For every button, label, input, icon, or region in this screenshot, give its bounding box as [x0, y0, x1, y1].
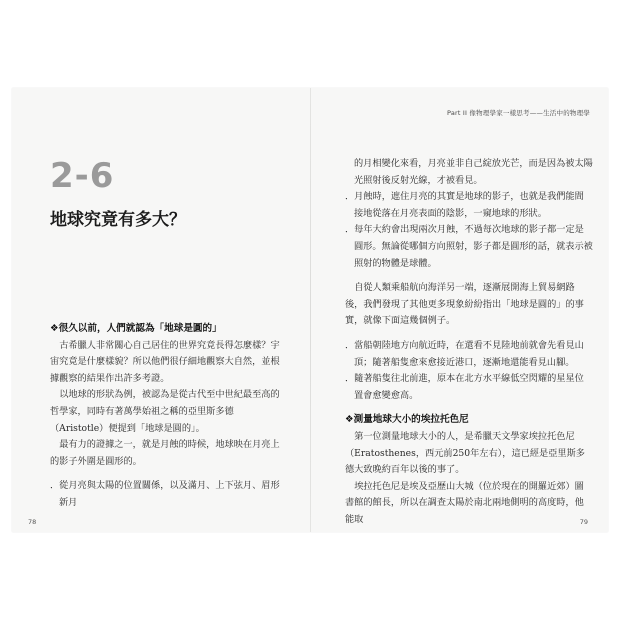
paragraph: 古希臘人非常關心自己居住的世界究竟長得怎麼樣？宇宙究竟是什麼樣貌？所以他們很仔細地觀察大自然，並根據觀察的結果作出許多考證。: [50, 339, 280, 384]
page-gutter: [310, 88, 311, 532]
bullet-item: ．當船朝陸地方向航近時，在還看不見陸地前就會先看見山頂；隨著船隻愈來愈接近港口，逐漸地還能看見山腳。: [345, 339, 584, 368]
bullet-item: ．月蝕時，遮住月亮的其實是地球的影子，也就是我們能間接地從落在月亮表面的陰影，一窺地球的形狀。: [345, 191, 584, 219]
bullet-item: ．隨著船隻往北前進，原本在北方水平線低空閃耀的星星位置會愈變愈高。: [345, 373, 584, 401]
bullet-item: ．從月亮與太陽的位置關係，以及滿月、上下弦月、眉形新月: [50, 480, 280, 508]
page-number-right: 79: [579, 518, 588, 526]
page-number-left: 78: [28, 518, 37, 526]
section-number: 2-6: [50, 156, 115, 196]
paragraph: 以地球的形狀為例，被認為是從古代至中世紀最至高的哲學家，同時有著萬學始祖之稱的亞里斯多德（Aristotle）便提到「地球是圓的」。: [50, 389, 280, 434]
section-subhead: ❖很久以前，人們就認為「地球是圓的」: [50, 323, 222, 334]
paragraph: 第一位測量地球大小的人，是希臘天文學家埃拉托色尼（Eratosthenes，西元前250年左右），這已經是亞里斯多德大致晚約百年以後的事了。: [345, 430, 585, 476]
paragraph: 自從人類乘船航向海洋另一端，逐漸展開海上貿易網路後，我們發現了其他更多現象紛紛指出「地球是圓的」的事實，就像下面這幾個例子。: [345, 282, 584, 327]
running-head: Part II 像物理學家一樣思考——生活中的物理學: [447, 109, 590, 117]
right-page-body: [345, 156, 593, 528]
book-spread: [12, 88, 608, 532]
paragraph: 最有力的證據之一，就是月蝕的時候，地球映在月亮上的影子外圍是圓形的。: [50, 439, 280, 467]
section-subhead: ❖測量地球大小的埃拉托色尼: [345, 414, 469, 426]
paragraph-continuation: 的月相變化來看，月亮並非自己綻放光芒，而是因為被太陽光照射後反射光線，才被看見。: [354, 158, 593, 186]
chapter-title: 地球究竟有多大？: [50, 210, 186, 230]
paragraph: 埃拉托色尼是埃及亞歷山大城（位於現在的開羅近郊）圖書館的館長，所以在調查太陽於南北兩地側明的高度時，他能取: [345, 480, 584, 525]
bullet-item: ．每年大約會出現兩次月蝕，不過每次地球的影子都一定是圓形。無論從哪個方向照射，影子都是圓形的話，就表示被照射的物體是球體。: [345, 224, 593, 269]
left-page-body: [50, 321, 286, 512]
